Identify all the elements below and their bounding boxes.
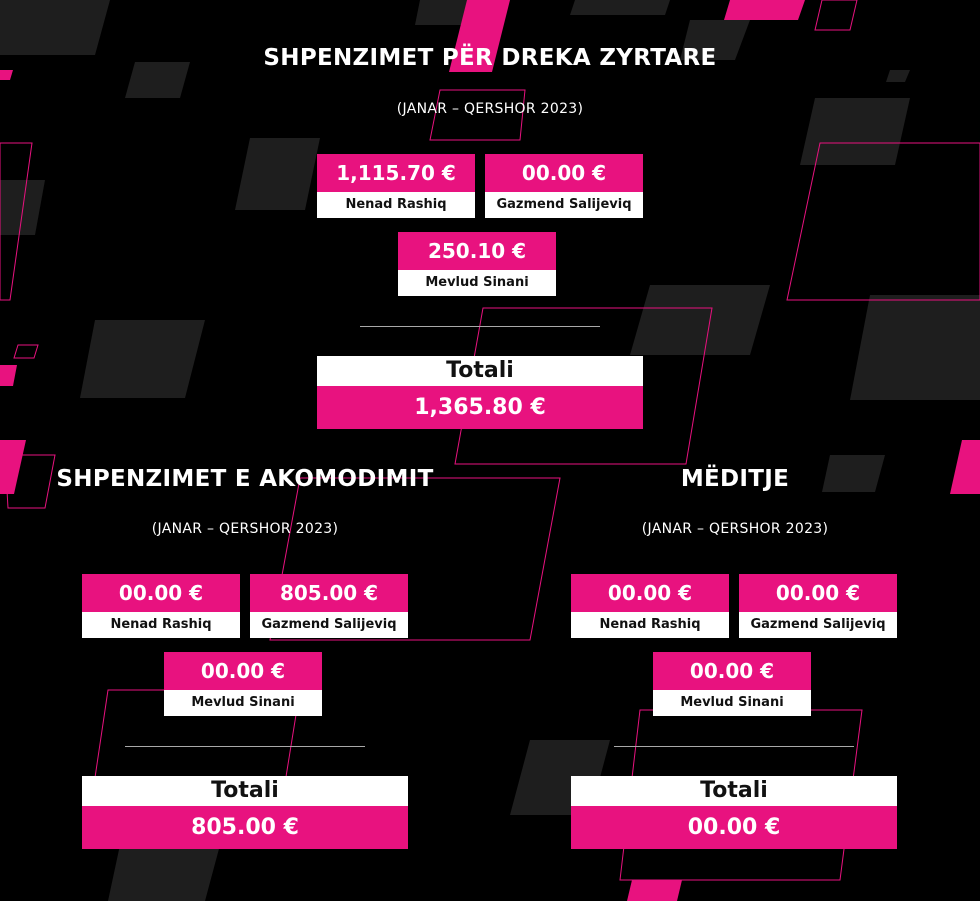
lunch-card-nenad <box>317 154 475 218</box>
accommodation-name-mevlud: Mevlud Sinani <box>164 690 322 716</box>
accommodation-card-gazmend <box>250 574 408 638</box>
lunch-amount-nenad: 1,115.70 € <box>317 154 475 192</box>
lunch-amount-gazmend: 00.00 € <box>485 154 643 192</box>
accommodation-section-period: (JANAR – QERSHOR 2023) <box>151 521 339 537</box>
accommodation-total-box <box>82 776 408 849</box>
accommodation-divider <box>125 746 365 747</box>
per-diem-total-label: Totali <box>571 776 897 806</box>
per-diem-amount-mevlud: 00.00 € <box>653 652 811 690</box>
accommodation-total-amount: 805.00 € <box>82 806 408 849</box>
lunch-name-gazmend: Gazmend Salijeviq <box>485 192 643 218</box>
per-diem-name-gazmend: Gazmend Salijeviq <box>739 612 897 638</box>
lunch-section-period: (JANAR – QERSHOR 2023) <box>396 101 584 117</box>
lunch-name-mevlud: Mevlud Sinani <box>398 270 556 296</box>
lunch-card-mevlud <box>398 232 556 296</box>
accommodation-name-nenad: Nenad Rashiq <box>82 612 240 638</box>
per-diem-total-amount: 00.00 € <box>571 806 897 849</box>
lunch-section-title: SHPENZIMET PËR DREKA ZYRTARE <box>263 45 717 71</box>
per-diem-card-gazmend <box>739 574 897 638</box>
per-diem-section <box>490 440 980 860</box>
per-diem-amount-gazmend: 00.00 € <box>739 574 897 612</box>
per-diem-total-box <box>571 776 897 849</box>
lunch-name-nenad: Nenad Rashiq <box>317 192 475 218</box>
accommodation-expenses-section <box>0 440 490 860</box>
per-diem-divider <box>614 746 854 747</box>
lunch-total-label: Totali <box>317 356 643 386</box>
accommodation-section-title: SHPENZIMET E AKOMODIMIT <box>56 466 434 492</box>
per-diem-section-period: (JANAR – QERSHOR 2023) <box>641 521 829 537</box>
per-diem-section-title: MËDITJE <box>680 466 790 492</box>
lunch-total-amount: 1,365.80 € <box>317 386 643 429</box>
per-diem-card-nenad <box>571 574 729 638</box>
per-diem-card-mevlud <box>653 652 811 716</box>
accommodation-card-mevlud <box>164 652 322 716</box>
per-diem-name-nenad: Nenad Rashiq <box>571 612 729 638</box>
accommodation-amount-gazmend: 805.00 € <box>250 574 408 612</box>
accommodation-amount-mevlud: 00.00 € <box>164 652 322 690</box>
lunch-divider <box>360 326 600 327</box>
accommodation-total-label: Totali <box>82 776 408 806</box>
lunch-card-gazmend <box>485 154 643 218</box>
per-diem-amount-nenad: 00.00 € <box>571 574 729 612</box>
lunch-total-box <box>317 356 643 429</box>
accommodation-amount-nenad: 00.00 € <box>82 574 240 612</box>
accommodation-card-nenad <box>82 574 240 638</box>
accommodation-name-gazmend: Gazmend Salijeviq <box>250 612 408 638</box>
lunch-expenses-section <box>0 0 980 440</box>
lunch-amount-mevlud: 250.10 € <box>398 232 556 270</box>
per-diem-name-mevlud: Mevlud Sinani <box>653 690 811 716</box>
